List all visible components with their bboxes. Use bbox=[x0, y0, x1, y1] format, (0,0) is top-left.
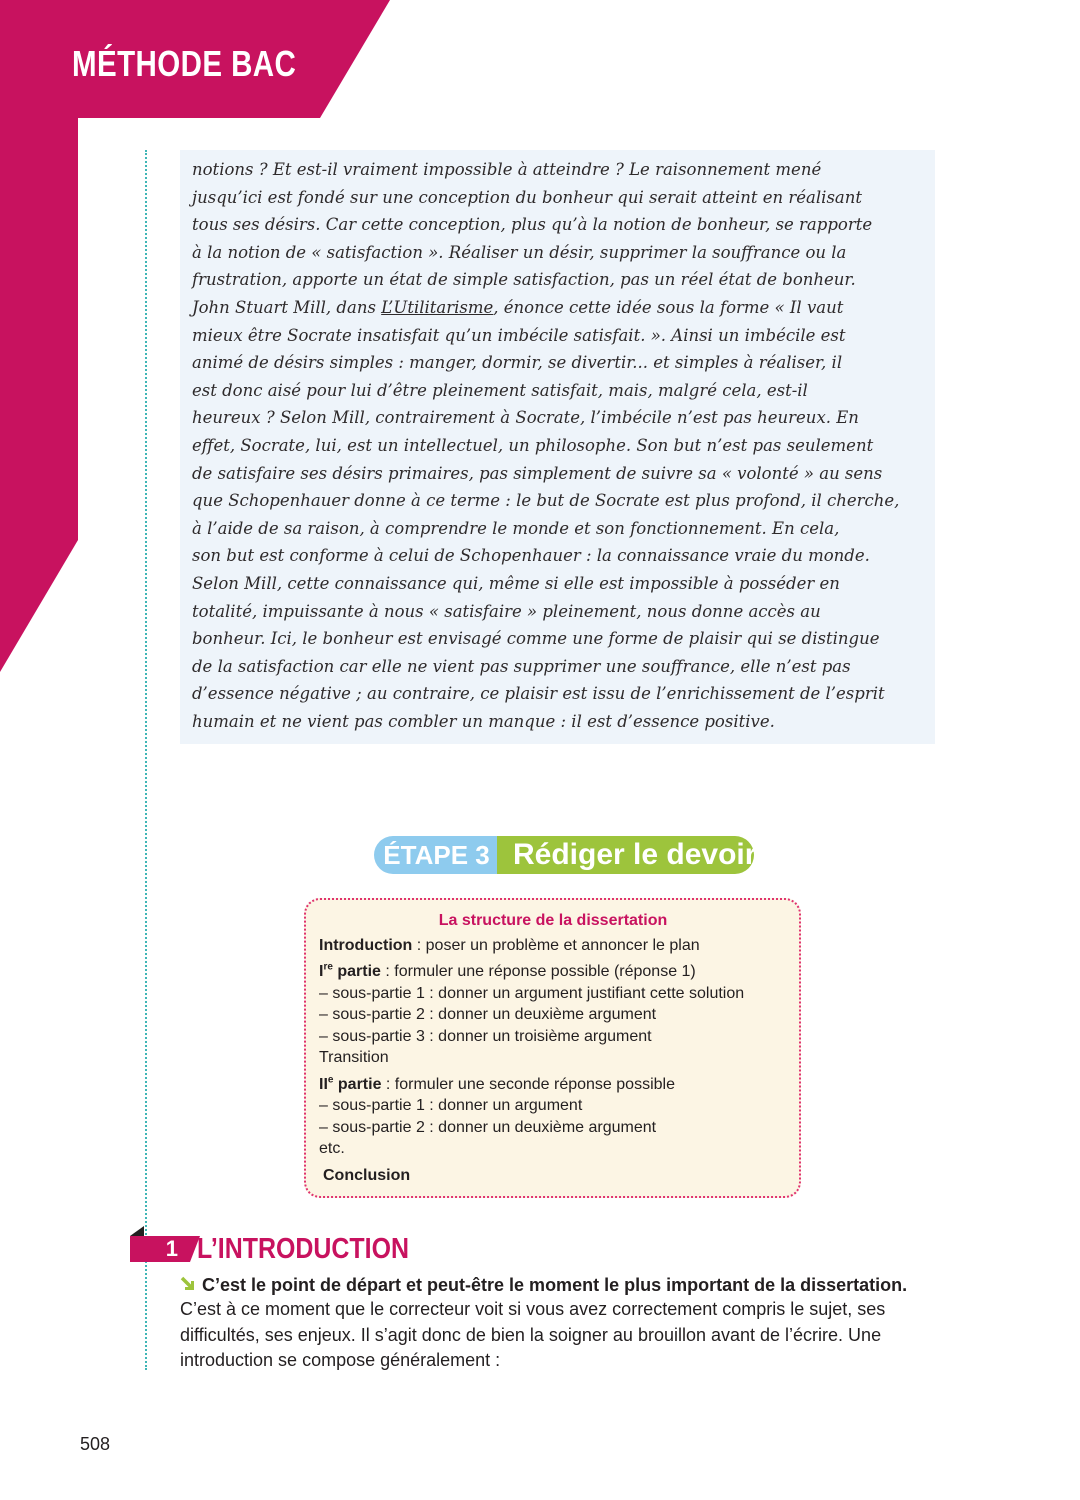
part2-sup: e bbox=[327, 1074, 334, 1086]
list-item: – sous-partie 1 : donner un argument justifiant cette solution bbox=[319, 984, 745, 1002]
text-line: à la notion de « satisfaction ». Réaliser un désir, supprimer la souffrance ou la bbox=[192, 242, 847, 262]
text-line: que Schopenhauer donne à ce terme : le but de Socrate est plus profond, il cherche, bbox=[192, 491, 900, 511]
book-title: L’Utilitarisme bbox=[381, 297, 494, 317]
text-fragment: , énonce cette idée sous la forme « Il vaut bbox=[493, 297, 844, 317]
structure-title: La structure de la dissertation bbox=[438, 912, 668, 929]
part2-text: : formuler une seconde réponse possible bbox=[381, 1075, 675, 1093]
conclusion-line: Conclusion bbox=[323, 1166, 411, 1184]
text-line: heureux ? Selon Mill, contrairement à Socrate, l’imbécile n’est pas heureux. En bbox=[192, 408, 859, 428]
lead-sentence bbox=[180, 1272, 907, 1298]
part2-word: partie bbox=[333, 1075, 382, 1093]
etape-banner bbox=[374, 836, 757, 874]
etape-label: Rédiger le devoir bbox=[497, 836, 754, 874]
body-line: C’est à ce moment que le correcteur voit si vous avez correctement compris le sujet, ses bbox=[180, 1299, 886, 1319]
list-item: – sous-partie 2 : donner un deuxième argument bbox=[319, 1006, 657, 1023]
part2-roman: II bbox=[319, 1075, 328, 1093]
part1-roman: I bbox=[319, 963, 324, 980]
text-line bbox=[192, 294, 923, 322]
part1-label bbox=[319, 963, 381, 980]
part2-line bbox=[319, 1074, 787, 1096]
intro-line bbox=[319, 935, 787, 957]
intro-label: Introduction bbox=[319, 936, 413, 954]
text-line: à l’aide de sa raison, à comprendre le monde et son fonctionnement. En cela, bbox=[192, 518, 840, 538]
page-number: 508 bbox=[80, 1434, 111, 1454]
part1-word: partie bbox=[332, 963, 381, 980]
section-number: 1 bbox=[130, 1236, 190, 1262]
body-paragraph bbox=[180, 1297, 950, 1374]
text-line: est donc aisé pour lui d’être pleinement satisfait, mais, malgré cela, est-il bbox=[192, 380, 808, 400]
list-item: – sous-partie 1 : donner un argument bbox=[319, 1097, 583, 1114]
text-line: bonheur. Ici, le bonheur est envisagé comme une forme de plaisir qui se distingue bbox=[192, 629, 880, 649]
body-line: difficultés, ses enjeux. Il s’agit donc de bien la soigner au brouillon avant de l’écrire. Une bbox=[180, 1324, 882, 1345]
text-line: de la satisfaction car elle ne vient pas supprimer une souffrance, elle n’est pas bbox=[192, 656, 851, 676]
text-line: humain et ne vient pas combler un manque : il est d’essence positive. bbox=[192, 711, 775, 731]
text-line: son but est conforme à celui de Schopenhauer : la connaissance vraie du monde. bbox=[192, 546, 870, 566]
part1-text: : formuler une réponse possible (réponse 1) bbox=[380, 963, 696, 980]
corner-mark bbox=[130, 1226, 144, 1236]
part1-sup: re bbox=[323, 961, 333, 973]
list-item: – sous-partie 3 : donner un troisième argument bbox=[319, 1027, 652, 1045]
text-line: notions ? Et est-il vraiment impossible à atteindre ? Le raisonnement mené bbox=[192, 160, 822, 179]
body-line: introduction se compose généralement : bbox=[180, 1350, 501, 1370]
intro-text: : poser un problème et annoncer le plan bbox=[412, 936, 700, 954]
text-line: d’essence négative ; au contraire, ce plaisir est issu de l’enrichissement de l’esprit bbox=[192, 684, 885, 704]
part1-line bbox=[319, 961, 787, 983]
list-item: – sous-partie 2 : donner un deuxième argument bbox=[319, 1118, 657, 1136]
arrow-icon bbox=[180, 1276, 196, 1292]
margin-dotted-line bbox=[145, 150, 147, 1370]
text-line: totalité, impuissante à nous « satisfaire » pleinement, nous donne accès au bbox=[192, 601, 821, 621]
section-title: L’INTRODUCTION bbox=[197, 1233, 409, 1265]
handwritten-text-box bbox=[180, 150, 935, 744]
text-line: jusqu’ici est fondé sur une conception du bonheur qui serait atteint en réalisant bbox=[192, 187, 863, 207]
header-title: MÉTHODE BAC bbox=[72, 43, 297, 84]
text-line: mieux être Socrate insatisfait qu’un imbécile satisfait. ». Ainsi un imbécile est bbox=[192, 325, 846, 345]
transition-line: Transition bbox=[319, 1049, 389, 1066]
text-line: tous ses désirs. Car cette conception, plus qu’à la notion de bonheur, se rapporte bbox=[192, 215, 873, 235]
etape-number: ÉTAPE 3 bbox=[374, 836, 499, 874]
text-line: animé de désirs simples : manger, dormir, se divertir... et simples à réaliser, il bbox=[192, 353, 843, 373]
text-line: effet, Socrate, lui, est un intellectuel, un philosophe. Son but n’est pas seulement bbox=[192, 435, 874, 455]
text-line: Selon Mill, cette connaissance qui, même si elle est impossible à posséder en bbox=[192, 573, 840, 593]
section-heading bbox=[130, 1226, 530, 1264]
text-line: frustration, apporte un état de simple satisfaction, pas un réel état de bonheur. bbox=[192, 270, 856, 290]
part2-label bbox=[319, 1076, 381, 1093]
structure-box bbox=[304, 898, 801, 1198]
text-fragment: John Stuart Mill, dans bbox=[192, 297, 376, 317]
etc-line: etc. bbox=[319, 1140, 345, 1157]
lead-text: C’est le point de départ et peut-être le moment le plus important de la dissertation. bbox=[202, 1275, 908, 1295]
text-line: de satisfaire ses désirs primaires, pas simplement de suivre sa « volonté » au sens bbox=[192, 463, 883, 483]
